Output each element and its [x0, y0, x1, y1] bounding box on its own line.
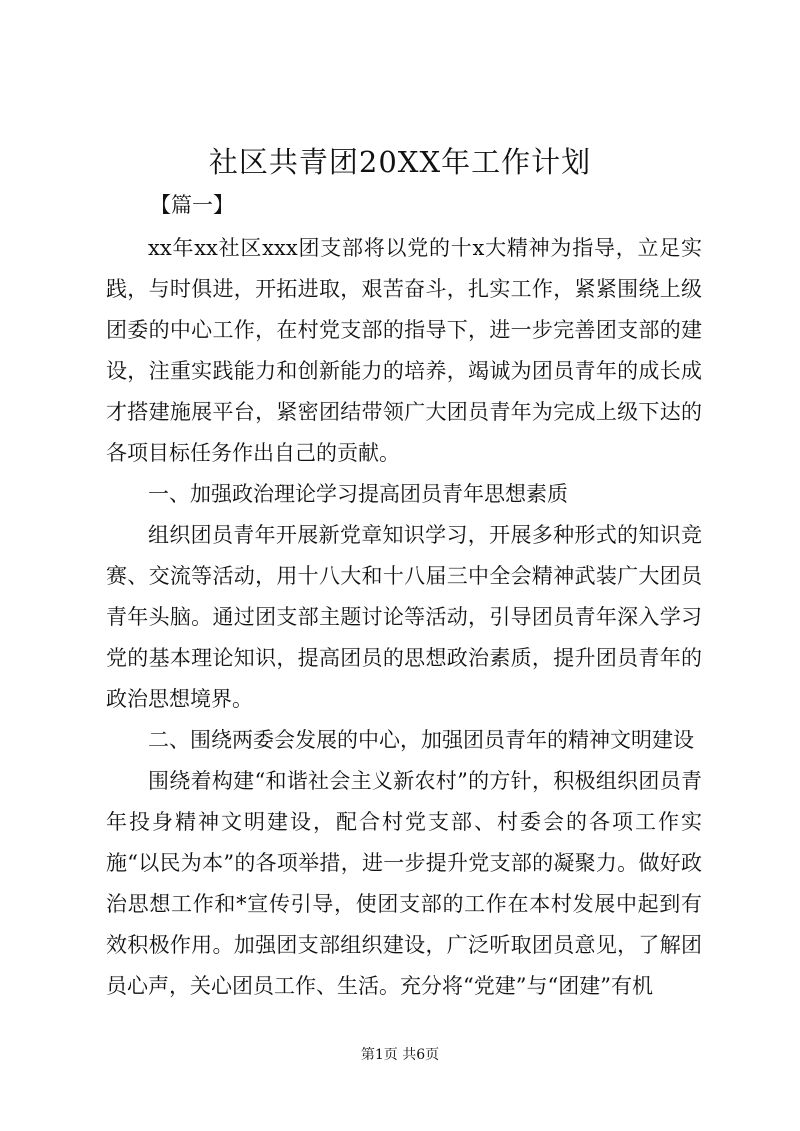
document-title: 社区共青团20XX年工作计划 — [208, 145, 592, 179]
document-body — [106, 228, 702, 1007]
section-tag: 【篇一】 — [150, 193, 234, 217]
paragraph-section-1: 组织团员青年开展新党章知识学习，开展多种形式的知识竞赛、交流等活动，用十八大和十八届三中全会精神武装广大团员青年头脑。通过团支部主题讨论等活动，引导团员青年深入学习党的基本理论知识，提高团员的思想政治素质，提升团员青年的政治思想境界。 — [106, 523, 702, 711]
paragraph-section-2: 围绕着构建“和谐社会主义新农村”的方针，积极组织团员青年投身精神文明建设，配合村党支部、村委会的各项工作实施“以民为本”的各项举措，进一步提升党支部的凝聚力。做好政治思想工作和*宣传引导，使团支部的工作在本村发展中起到有效积极作用。加强团支部组织建设，广泛听取团员意见，了解团员心声，关心团员工作、生活。充分将“党建”与“团建”有机 — [106, 769, 702, 998]
section-heading-2: 二、围绕两委会发展的中心，加强团员青年的精神文明建设 — [148, 728, 694, 752]
paragraph-intro: xx年xx社区xxx团支部将以党的十x大精神为指导，立足实践，与时俱进，开拓进取，艰苦奋斗，扎实工作，紧紧围绕上级团委的中心工作，在村党支部的指导下，进一步完善团支部的建设，注重实践能力和创新能力的培养，竭诚为团员青年的成长成才搭建施展平台，紧密团结带领广大团员青年为完成上级下达的各项目标任务作出自己的贡献。 — [106, 236, 702, 465]
section-heading-1: 一、加强政治理论学习提高团员青年思想素质 — [148, 482, 568, 506]
page-footer: 第1页 共6页 — [360, 1047, 440, 1063]
